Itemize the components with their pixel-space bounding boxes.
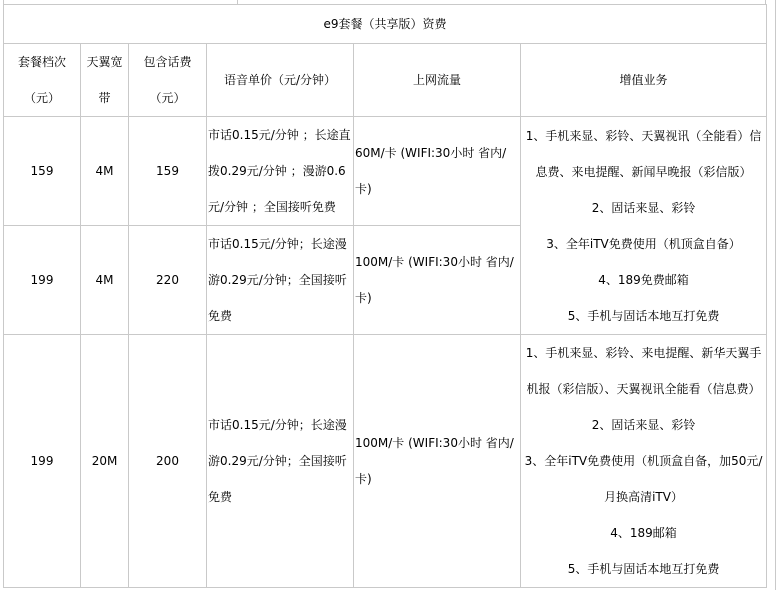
vas-item: 3、全年iTV免费使用（机顶盒自备） <box>546 236 741 251</box>
broadband-cell: 4M <box>81 117 129 226</box>
vas-item: 1、手机来显、彩铃、天翼视讯（全能看）信息费、来电提醒、新闻早晚报（彩信版） <box>525 128 762 179</box>
vas-item: 4、189免费邮箱 <box>598 272 689 287</box>
col-header-value-added-services: 增值业务 <box>521 44 767 117</box>
table-title-row <box>4 5 767 44</box>
data-traffic-cell: 100M/卡 (WIFI:30小时 省内/卡) <box>354 226 521 335</box>
included-credit-cell: 220 <box>129 226 207 335</box>
vas-item: 5、手机与固话本地互打免费 <box>567 562 720 576</box>
col-header-broadband: 天翼宽带 <box>81 44 129 117</box>
data-traffic-cell: 60M/卡 (WIFI:30小时 省内/卡) <box>354 117 521 226</box>
col-header-data-traffic: 上网流量 <box>354 44 521 117</box>
broadband-cell: 20M <box>81 335 129 588</box>
table-header-row <box>4 44 767 117</box>
broadband-cell: 4M <box>81 226 129 335</box>
cutoff-cell-divider <box>237 0 238 4</box>
col-header-included-credit: 包含话费（元） <box>129 44 207 117</box>
value-added-services-cell <box>521 335 767 588</box>
col-header-plan-tier: 套餐档次（元） <box>4 44 81 117</box>
vas-item: 2、固话来显、彩铃 <box>591 418 696 432</box>
vas-item: 5、手机与固话本地互打免费 <box>567 308 720 323</box>
vas-item: 3、全年iTV免费使用（机顶盒自备，加50元/月换高清iTV） <box>524 454 763 504</box>
col-header-voice-rate: 语音单价（元/分钟） <box>207 44 354 117</box>
tariff-table <box>3 4 767 588</box>
included-credit-cell: 159 <box>129 117 207 226</box>
voice-rate-cell: 市话0.15元/分钟 ；长途直拨0.29元/分钟 ；漫游0.6 元/分钟 ；全国接听免费 <box>207 117 354 226</box>
voice-rate-cell: 市话0.15元/分钟；长途漫游0.29元/分钟；全国接听免费 <box>207 335 354 588</box>
table-row <box>4 117 767 226</box>
data-traffic-cell: 100M/卡 (WIFI:30小时 省内/卡) <box>354 335 521 588</box>
vas-item: 4、189邮箱 <box>610 526 677 540</box>
plan-tier-cell: 159 <box>4 117 81 226</box>
plan-tier-cell: 199 <box>4 335 81 588</box>
voice-rate-cell: 市话0.15元/分钟；长途漫游0.29元/分钟；全国接听免费 <box>207 226 354 335</box>
vas-item: 1、手机来显、彩铃、来电提醒、新华天翼手机报（彩信版）、天翼视讯全能看（信息费） <box>525 346 762 396</box>
table-row <box>4 335 767 588</box>
vas-item: 2、固话来显、彩铃 <box>591 200 696 215</box>
included-credit-cell: 200 <box>129 335 207 588</box>
cutoff-row-remnant <box>3 0 766 4</box>
plan-tier-cell: 199 <box>4 226 81 335</box>
value-added-services-cell <box>521 117 767 335</box>
table-title: e9套餐（共享版）资费 <box>4 5 767 44</box>
